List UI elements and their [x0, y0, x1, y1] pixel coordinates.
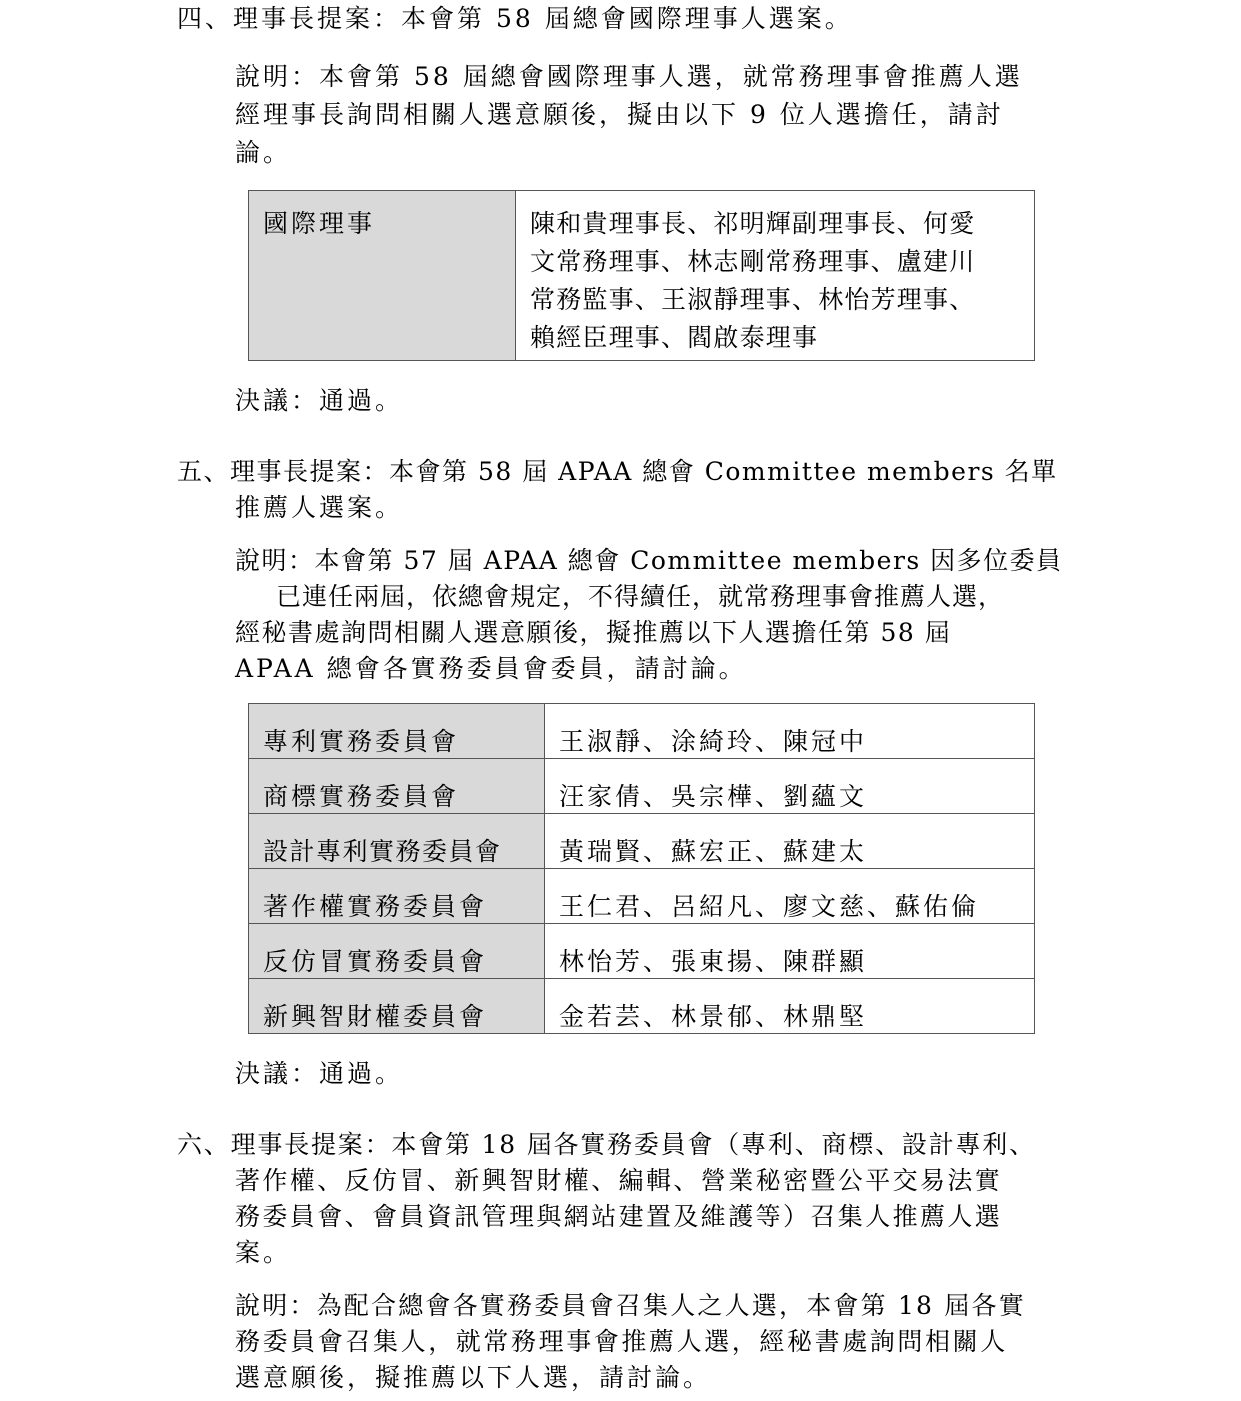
table-row: [249, 869, 1035, 924]
item4-explanation-line: 經理事長詢問相關人選意願後，擬由以下 9 位人選擔任，請討: [235, 100, 1004, 129]
table-members-cell: [516, 191, 1035, 361]
table-row: [249, 924, 1035, 979]
item5-heading-line: 五、理事長提案：本會第 58 屆 APAA 總會 Committee members 名單: [177, 457, 1058, 486]
committee-members: 林怡芳、張東揚、陳群顯: [559, 947, 868, 976]
item5-explanation-line: APAA 總會各實務委員會委員，請討論。: [235, 654, 747, 683]
table-row: [249, 979, 1035, 1034]
item4-explanation-line: 論。: [235, 138, 292, 167]
committee-name: 著作權實務委員會: [263, 892, 488, 921]
item6-explanation-line: 選意願後，擬推薦以下人選，請討論。: [235, 1363, 712, 1392]
committee-name: 設計專利實務委員會: [263, 837, 502, 866]
item6-heading-line: 六、理事長提案：本會第 18 屆各實務委員會（專利、商標、設計專利、: [177, 1130, 1036, 1159]
international-directors-table: [248, 190, 1035, 361]
item4-resolution: 決議：通過。: [235, 386, 404, 415]
table-label: 國際理事: [263, 209, 376, 238]
committee-members: 汪家倩、吳宗樺、劉蘊文: [559, 782, 868, 811]
item5-explanation-line: 已連任兩屆，依總會規定，不得續任，就常務理事會推薦人選，: [276, 582, 1005, 611]
item4-explanation-line: 說明：本會第 58 屆總會國際理事人選，就常務理事會推薦人選: [235, 62, 1023, 91]
item5-heading-line: 推薦人選案。: [235, 493, 404, 522]
committee-members: 王淑靜、涂綺玲、陳冠中: [559, 727, 868, 756]
item4-heading: 四、理事長提案：本會第 58 屆總會國際理事人選案。: [177, 4, 853, 33]
members-line: 常務監事、王淑靜理事、林怡芳理事、: [530, 285, 976, 314]
committee-members-table: [248, 703, 1035, 1034]
members-line: 文常務理事、林志剛常務理事、盧建川: [530, 247, 976, 276]
committee-name: 反仿冒實務委員會: [263, 947, 488, 976]
table-label-cell: [249, 191, 516, 361]
item6-heading-line: 務委員會、會員資訊管理與網站建置及維護等）召集人推薦人選: [235, 1202, 1003, 1231]
committee-name: 專利實務委員會: [263, 727, 460, 756]
members-line: 賴經臣理事、閻啟泰理事: [530, 323, 819, 352]
item5-explanation-line: 經秘書處詢問相關人選意願後，擬推薦以下人選擔任第 58 屆: [235, 618, 952, 647]
members-line: 陳和貴理事長、祁明輝副理事長、何愛: [530, 209, 976, 238]
committee-name: 商標實務委員會: [263, 782, 460, 811]
item6-heading-line: 案。: [235, 1238, 292, 1267]
item6-heading-line: 著作權、反仿冒、新興智財權、編輯、營業秘密暨公平交易法實: [235, 1166, 1003, 1195]
table-row: [249, 814, 1035, 869]
item6-explanation-line: 說明：為配合總會各實務委員會召集人之人選，本會第 18 屆各實: [235, 1291, 1026, 1320]
item5-explanation-line: 說明：本會第 57 屆 APAA 總會 Committee members 因多位委員: [235, 546, 1063, 575]
committee-members: 王仁君、呂紹凡、廖文慈、蘇佑倫: [559, 892, 980, 921]
item6-explanation-line: 務委員會召集人，就常務理事會推薦人選，經秘書處詢問相關人: [235, 1327, 1008, 1356]
item5-resolution: 決議：通過。: [235, 1059, 404, 1088]
committee-members: 黃瑞賢、蘇宏正、蘇建太: [559, 837, 868, 866]
committee-members: 金若芸、林景郁、林鼎堅: [559, 1002, 868, 1031]
committee-name: 新興智財權委員會: [263, 1002, 488, 1031]
table-row: [249, 704, 1035, 759]
table-row: [249, 759, 1035, 814]
